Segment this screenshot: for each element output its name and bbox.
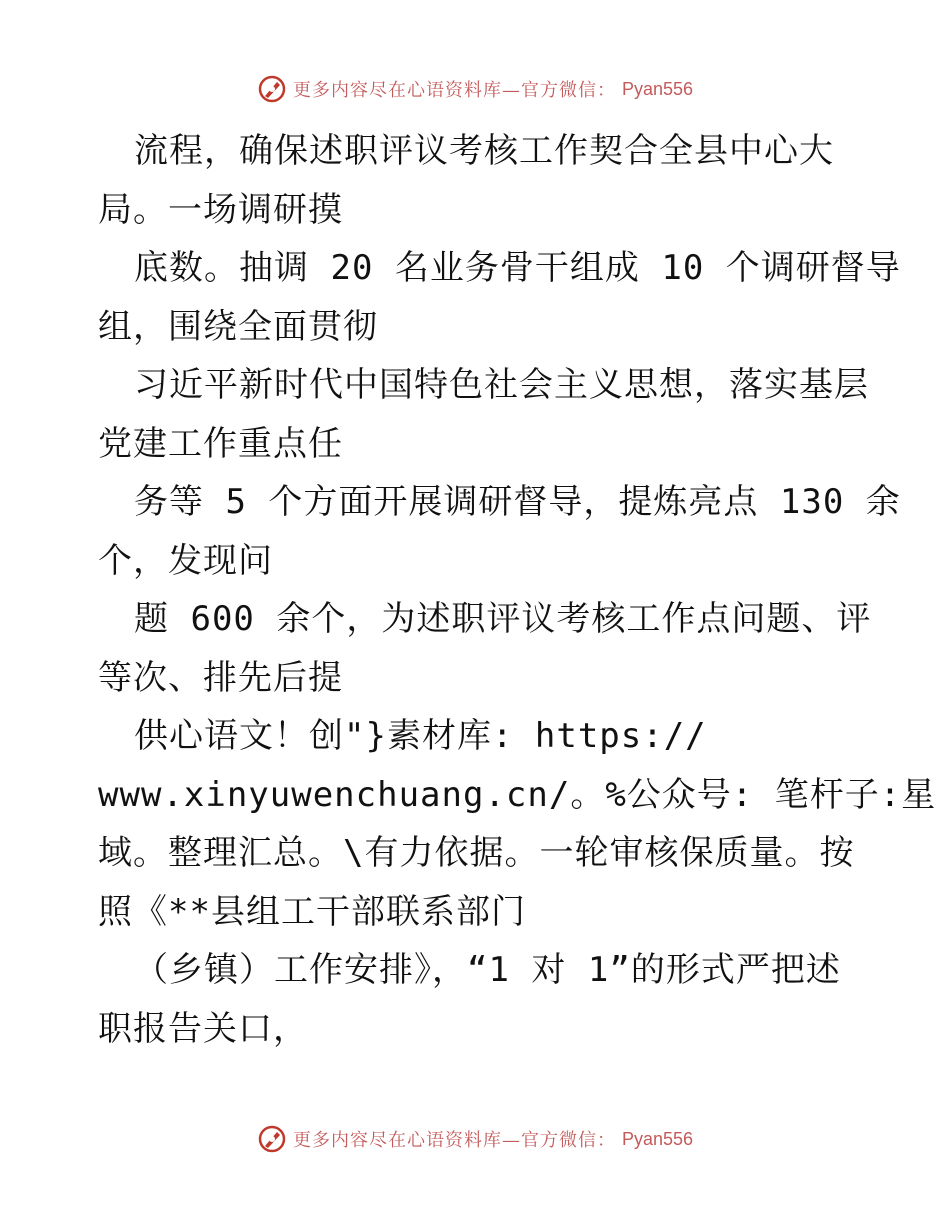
text-line: 职报告关口，: [98, 1008, 308, 1049]
quill-logo-icon: [257, 74, 287, 104]
text-line: 党建工作重点任: [98, 423, 343, 464]
text-line: 组，围绕全面贯彻: [98, 306, 378, 347]
quill-logo-icon: [257, 1124, 287, 1154]
document-body: [98, 122, 937, 1058]
text-line: （乡镇）工作安排》，“1 对 1”的形式严把述: [134, 950, 841, 990]
text-line: 底数。抽调 20 名业务骨干组成 10 个调研督导: [134, 248, 901, 288]
watermark-text: 更多内容尽在心语资料库—官方微信：: [292, 80, 616, 101]
watermark-wechat: Pyan556: [621, 1128, 694, 1149]
text-line: 供心语文！创"}素材库: https://: [134, 716, 707, 756]
watermark-text: 更多内容尽在心语资料库—官方微信：: [292, 1130, 616, 1151]
header-watermark: [0, 74, 950, 104]
text-line: 个，发现问: [98, 540, 273, 581]
text-line: 域。整理汇总。\有力依据。一轮审核保质量。按: [98, 833, 855, 873]
text-line: 流程，确保述职评议考核工作契合全县中心大: [134, 131, 834, 171]
text-line: 题 600 余个，为述职评议考核工作点问题、评: [134, 599, 872, 639]
text-line: 务等 5 个方面开展调研督导，提炼亮点 130 余: [134, 482, 901, 522]
watermark-wechat: Pyan556: [621, 78, 694, 99]
text-line: www.xinyuwenchuang.cn/。%公众号: 笔杆子:星: [98, 774, 937, 815]
footer-watermark: [0, 1124, 950, 1154]
text-line: 习近平新时代中国特色社会主义思想，落实基层: [134, 365, 869, 405]
text-line: 等次、排先后提: [98, 657, 343, 698]
text-line: 局。一场调研摸: [98, 189, 343, 230]
text-line: 照《**县组工干部联系部门: [98, 891, 526, 932]
